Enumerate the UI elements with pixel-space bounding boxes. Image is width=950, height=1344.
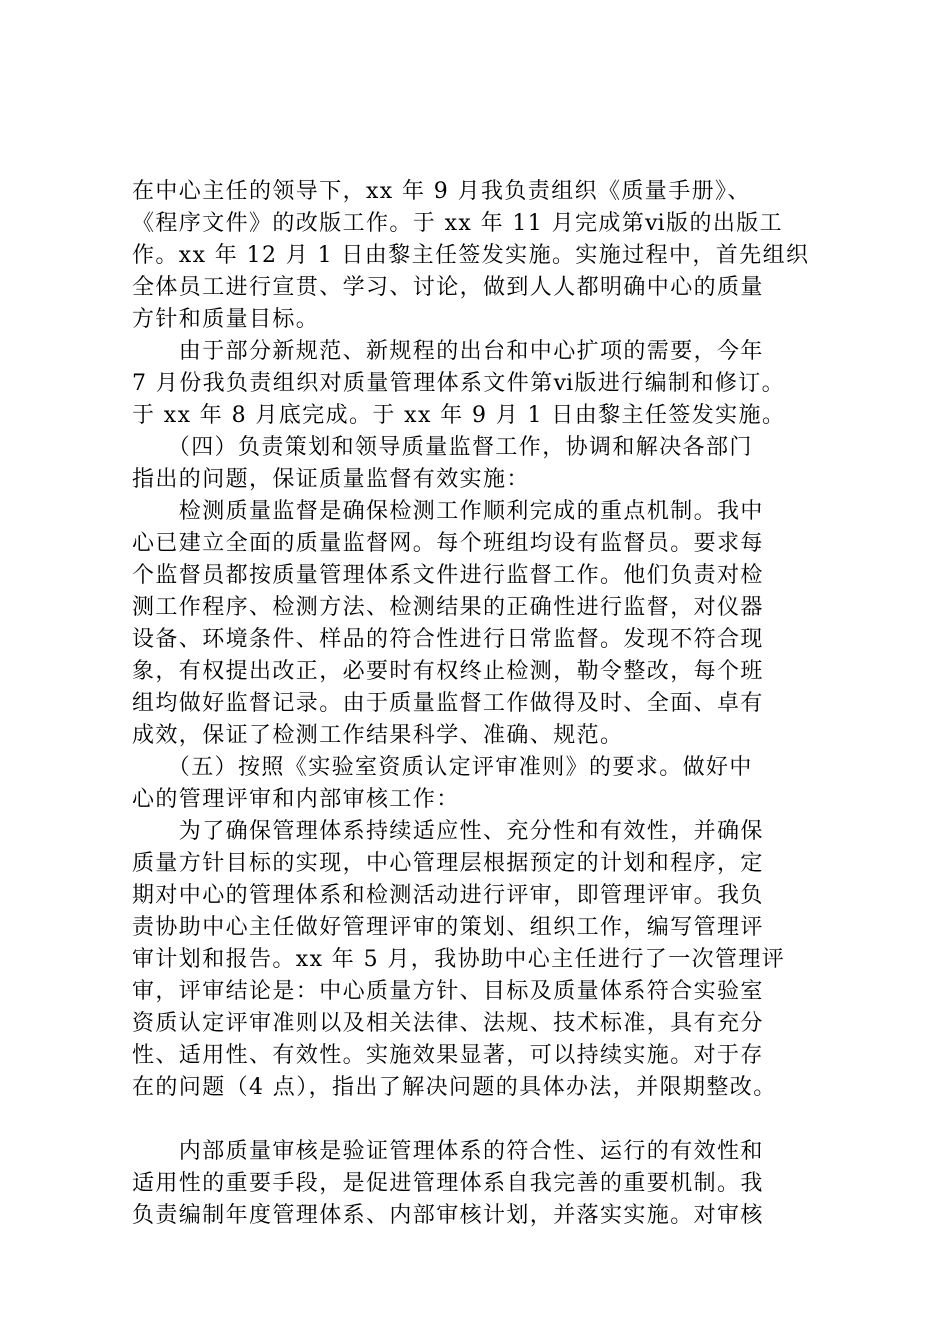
text-line: 质量方针目标的实现，中心管理层根据预定的计划和程序，定 bbox=[132, 851, 764, 876]
text-line: 负责编制年度管理体系、内部审核计划，并落实实施。对审核 bbox=[132, 1203, 764, 1228]
text-line: 责协助中心主任做好管理评审的策划、组织工作，编写管理评 bbox=[132, 915, 764, 940]
text-line: 资质认定评审准则以及相关法律、法规、技术标准，具有充分 bbox=[132, 1011, 764, 1036]
text-line: 象，有权提出改正，必要时有权终止检测，勒令整改，每个班 bbox=[132, 659, 764, 684]
text-line: 组均做好监督记录。由于质量监督工作做得及时、全面、卓有 bbox=[132, 691, 764, 716]
text-line: 在的问题（4 点），指出了解决问题的具体办法，并限期整改。 bbox=[132, 1075, 777, 1100]
text-line: 测工作程序、检测方法、检测结果的正确性进行监督，对仪器 bbox=[132, 595, 764, 620]
text-line: 内部质量审核是验证管理体系的符合性、运行的有效性和 bbox=[132, 1139, 764, 1164]
text-line: 检测质量监督是确保检测工作顺利完成的重点机制。我中 bbox=[132, 499, 764, 524]
text-line: 心的管理评审和内部审核工作： bbox=[132, 787, 460, 812]
text-line: 审计划和报告。xx 年 5 月，我协助中心主任进行了一次管理评 bbox=[132, 947, 786, 972]
text-line: 《程序文件》的改版工作。于 xx 年 11 月完成第ⅵ版的出版工 bbox=[132, 211, 784, 236]
text-line: 期对中心的管理体系和检测活动进行评审，即管理评审。我负 bbox=[132, 883, 764, 908]
text-line: 心已建立全面的质量监督网。每个班组均设有监督员。要求每 bbox=[132, 531, 764, 556]
text-line: 在中心主任的领导下，xx 年 9 月我负责组织《质量手册》、 bbox=[132, 179, 751, 204]
text-line: 全体员工进行宣贯、学习、讨论，做到人人都明确中心的质量 bbox=[132, 275, 764, 300]
text-line: 于 xx 年 8 月底完成。于 xx 年 9 月 1 日由黎主任签发实施。 bbox=[132, 403, 786, 428]
text-line: 7 月份我负责组织对质量管理体系文件第ⅵ版进行编制和修订。 bbox=[132, 371, 786, 396]
text-line: 性、适用性、有效性。实施效果显著，可以持续实施。对于存 bbox=[132, 1043, 764, 1068]
text-line: 方针和质量目标。 bbox=[132, 307, 320, 332]
text-line: 设备、环境条件、样品的符合性进行日常监督。发现不符合现 bbox=[132, 627, 764, 652]
paragraph-gap bbox=[132, 1104, 832, 1136]
text-line: （四）负责策划和领导质量监督工作，协调和解决各部门 bbox=[132, 435, 753, 460]
text-line: 作。xx 年 12 月 1 日由黎主任签发实施。实施过程中，首先组织 bbox=[132, 243, 810, 268]
text-line: 由于部分新规范、新规程的出台和中心扩项的需要，今年 bbox=[132, 339, 764, 364]
text-line: 适用性的重要手段，是促进管理体系自我完善的重要机制。我 bbox=[132, 1171, 764, 1196]
text-line: 为了确保管理体系持续适应性、充分性和有效性，并确保 bbox=[132, 819, 764, 844]
text-line: （五）按照《实验室资质认定评审准则》的要求。做好中 bbox=[132, 755, 753, 780]
text-line: 指出的问题，保证质量监督有效实施： bbox=[132, 467, 530, 492]
text-line: 个监督员都按质量管理体系文件进行监督工作。他们负责对检 bbox=[132, 563, 764, 588]
body-text bbox=[132, 176, 832, 1232]
text-line: 成效，保证了检测工作结果科学、准确、规范。 bbox=[132, 723, 624, 748]
text-line: 审，评审结论是：中心质量方针、目标及质量体系符合实验室 bbox=[132, 979, 764, 1004]
